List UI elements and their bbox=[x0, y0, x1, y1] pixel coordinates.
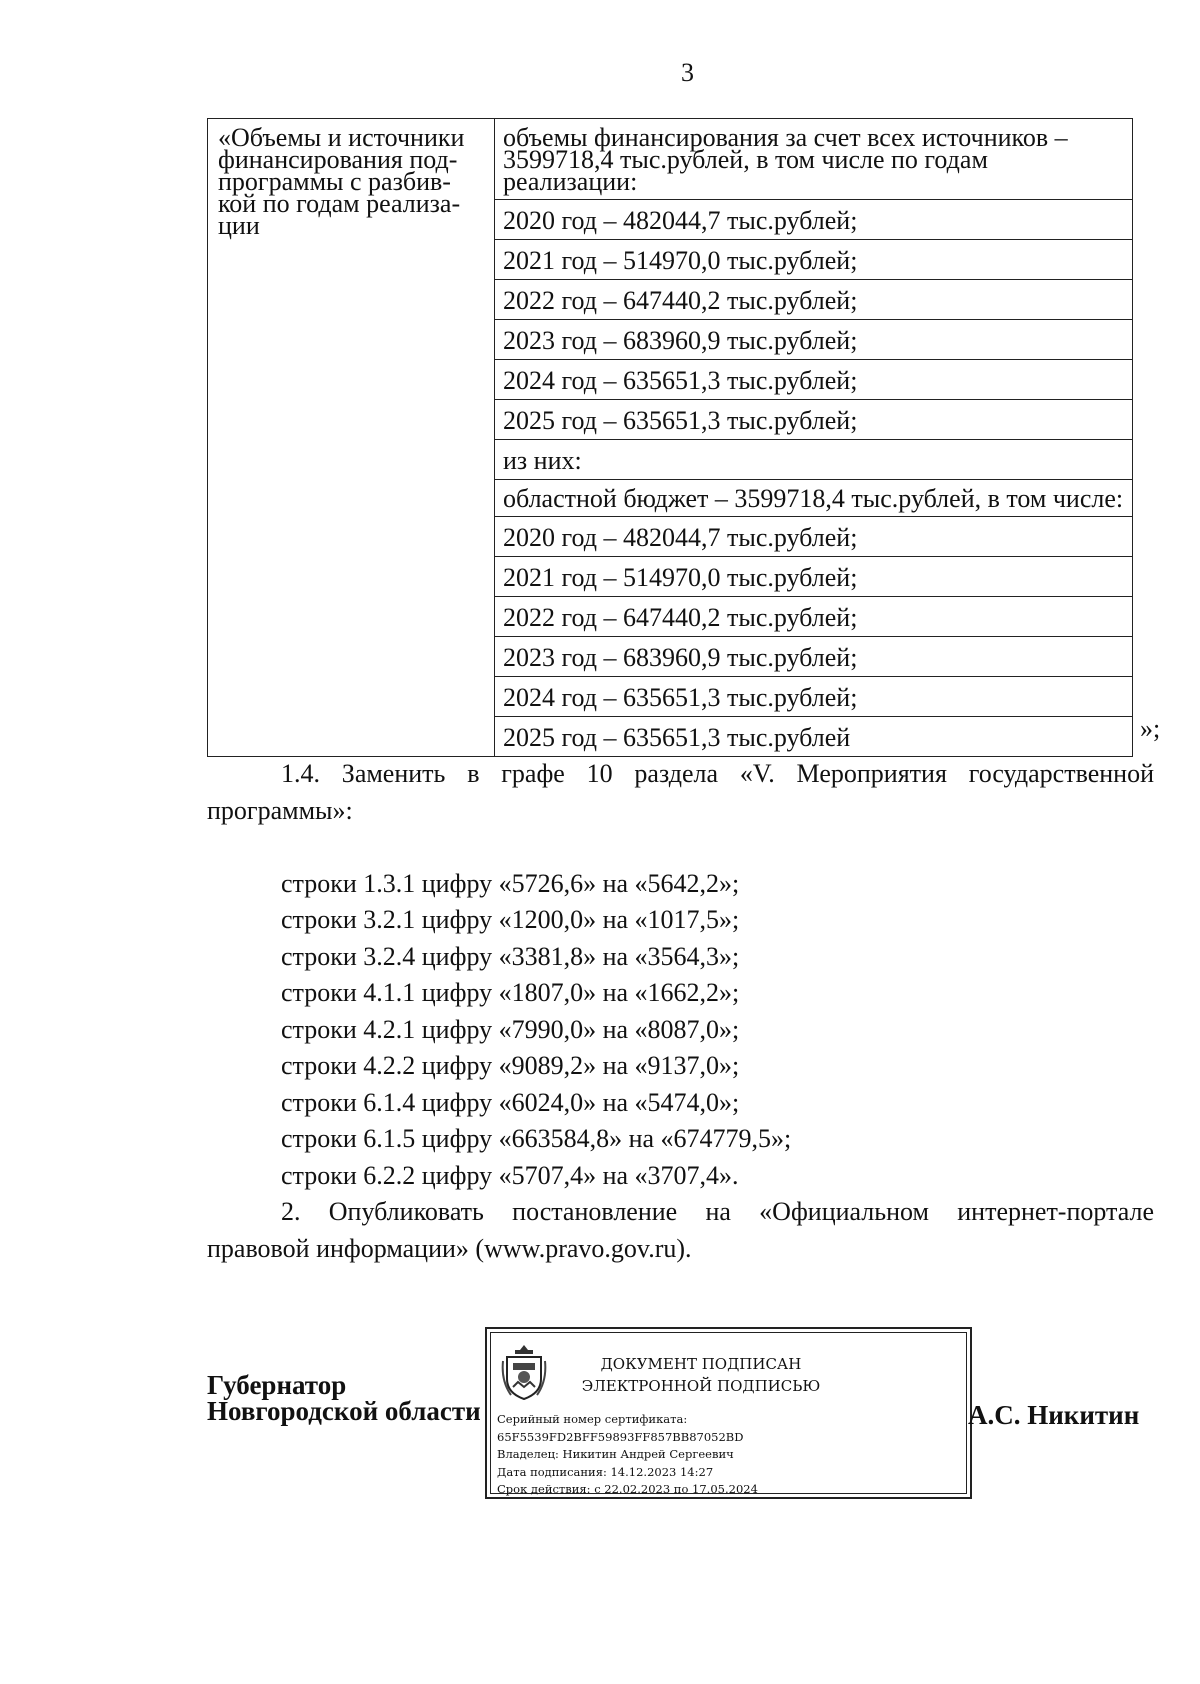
signature-block bbox=[207, 1327, 1167, 1507]
list-item: строки 4.2.1 цифру «7990,0» на «8087,0»; bbox=[281, 1014, 740, 1044]
table-row: 2025 год – 635651,3 тыс.рублей bbox=[495, 716, 1132, 756]
table-row: 2024 год – 635651,3 тыс.рублей; bbox=[495, 359, 1132, 399]
table-label-cell bbox=[208, 119, 495, 757]
stamp-details bbox=[497, 1411, 758, 1499]
page-number: 3 bbox=[681, 58, 694, 87]
list-item: строки 3.2.4 цифру «3381,8» на «3564,3»; bbox=[281, 941, 740, 971]
stamp-validity: Срок действия: с 22.02.2023 по 17.05.2024 bbox=[497, 1482, 758, 1496]
table-row: 2020 год – 482044,7 тыс.рублей; bbox=[495, 199, 1132, 239]
stamp-inner-frame bbox=[490, 1332, 967, 1494]
table-row: 2022 год – 647440,2 тыс.рублей; bbox=[495, 279, 1132, 319]
table-row: областной бюджет – 3599718,4 тыс.рублей, в том числе: bbox=[495, 479, 1132, 516]
stamp-title-line1: ДОКУМЕНТ ПОДПИСАН bbox=[600, 1355, 802, 1373]
list-item: строки 3.2.1 цифру «1200,0» на «1017,5»; bbox=[281, 905, 740, 934]
stamp-signed-date: Дата подписания: 14.12.2023 14:27 bbox=[497, 1464, 714, 1479]
list-item: строки 4.2.2 цифру «9089,2» на «9137,0»; bbox=[281, 1051, 740, 1080]
item-1-4-intro: 1.4. Заменить в графе 10 раздела «V. Мероприятия государственной программы»: bbox=[207, 759, 1154, 825]
list-item: строки 1.3.1 цифру «5726,6» на «5642,2»; bbox=[281, 868, 740, 898]
signer-position bbox=[207, 1372, 481, 1424]
list-item: строки 6.1.5 цифру «663584,8» на «674779,5»; bbox=[281, 1124, 792, 1153]
financing-table bbox=[207, 118, 1133, 757]
list-item: строки 6.2.2 цифру «5707,4» на «3707,4». bbox=[281, 1160, 739, 1190]
signer-position-line1: Губернатор bbox=[207, 1370, 347, 1400]
document-body bbox=[207, 756, 1154, 1267]
list-item: строки 4.1.1 цифру «1807,0» на «1662,2»; bbox=[281, 978, 740, 1007]
list-item: строки 6.1.4 цифру «6024,0» на «5474,0»; bbox=[281, 1087, 740, 1117]
stamp-serial-label: Серийный номер сертификата: bbox=[497, 1412, 688, 1426]
table-row: 2021 год – 514970,0 тыс.рублей; bbox=[495, 239, 1132, 279]
table-row: 2023 год – 683960,9 тыс.рублей; bbox=[495, 319, 1132, 359]
stamp-title bbox=[571, 1353, 831, 1397]
table-label-text: «Объемы и источники финансирования под-программы с разбив-кой по годам реализа-ции bbox=[218, 123, 465, 240]
table-row: 2024 год – 635651,3 тыс.рублей; bbox=[495, 676, 1132, 716]
coat-of-arms-icon bbox=[501, 1341, 547, 1403]
electronic-signature-stamp bbox=[485, 1327, 972, 1499]
table-row: 2020 год – 482044,7 тыс.рублей; bbox=[495, 516, 1132, 556]
table-row: 2025 год – 635651,3 тыс.рублей; bbox=[495, 399, 1132, 439]
signer-position-line2: Новгородской области bbox=[207, 1396, 481, 1426]
stamp-title-line2: ЭЛЕКТРОННОЙ ПОДПИСЬЮ bbox=[581, 1377, 821, 1395]
stamp-owner: Владелец: Никитин Андрей Сергеевич bbox=[497, 1447, 734, 1461]
signer-name: А.С. Никитин bbox=[968, 1400, 1140, 1430]
table-row: 2022 год – 647440,2 тыс.рублей; bbox=[495, 596, 1132, 636]
closing-quote: »; bbox=[1140, 714, 1161, 743]
table-values-cell bbox=[495, 119, 1133, 757]
stamp-serial: 65F5539FD2BFF59893FF857BB87052BD bbox=[497, 1429, 744, 1444]
table-row: 2023 год – 683960,9 тыс.рублей; bbox=[495, 636, 1132, 676]
table-row: из них: bbox=[495, 439, 1132, 479]
table-row: 2021 год – 514970,0 тыс.рублей; bbox=[495, 556, 1132, 596]
table-row: объемы финансирования за счет всех источников – 3599718,4 тыс.рублей, в том числе по годам реализации: bbox=[503, 123, 1068, 196]
item-2-paragraph: 2. Опубликовать постановление на «Официальном интернет-портале правовой информации» (www.pravo.gov.ru). bbox=[207, 1197, 1154, 1263]
